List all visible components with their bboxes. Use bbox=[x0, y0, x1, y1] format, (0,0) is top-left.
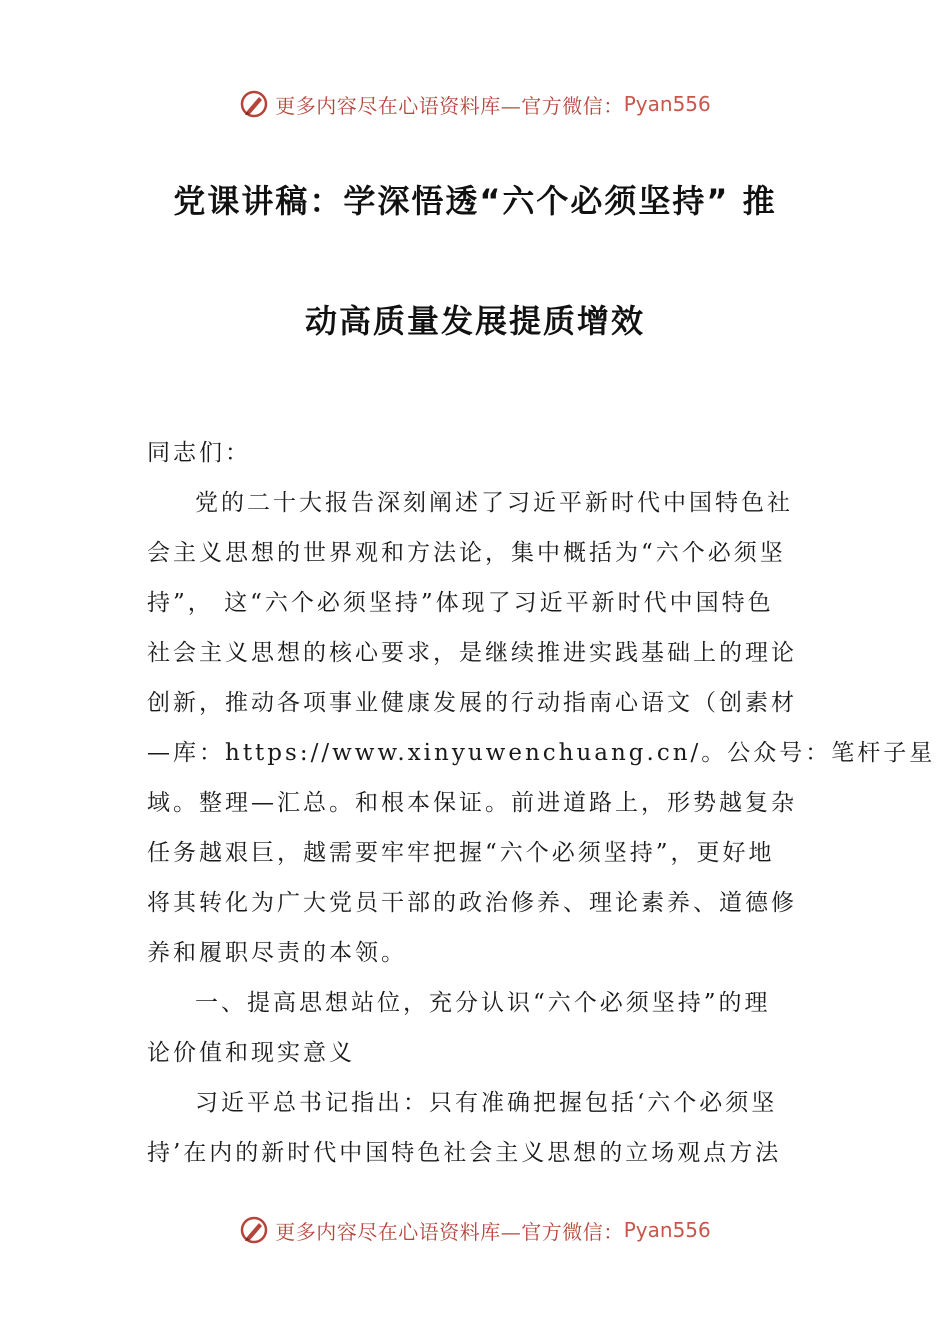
body-line: 党的二十大报告深刻阐述了习近平新时代中国特色社 bbox=[195, 490, 793, 516]
section-heading-line: 一、提高思想站位，充分认识“六个必须坚持”的理 bbox=[195, 990, 771, 1016]
body-line: 将其转化为广大党员干部的政治修养、理论素养、道德修 bbox=[147, 890, 797, 916]
footer-banner-wechat-id: Pyan556 bbox=[623, 1218, 711, 1242]
document-title-line-1: 党课讲稿：学深悟透“六个必须坚持” 推 bbox=[173, 182, 777, 220]
body-line: 创新，推动各项事业健康发展的行动指南心语文（创素材 bbox=[147, 690, 797, 716]
body-line: 域。整理—汇总。和根本保证。前进道路上，形势越复杂 bbox=[147, 790, 797, 816]
header-banner-wechat-id: Pyan556 bbox=[623, 92, 711, 116]
body-line: 习近平总书记指出：只有准确把握包括‘六个必须坚 bbox=[195, 1090, 778, 1116]
body-line: 会主义思想的世界观和方法论，集中概括为“六个必须坚 bbox=[147, 540, 786, 566]
body-line: 社会主义思想的核心要求，是继续推进实践基础上的理论 bbox=[147, 640, 797, 666]
body-line: —库：https://www.xinyuwenchuang.cn/。公众号：笔杆子星 bbox=[147, 740, 936, 766]
document-title-line-2: 动高质量发展提质增效 bbox=[304, 302, 645, 340]
pen-logo-icon bbox=[239, 1215, 269, 1245]
salutation: 同志们： bbox=[147, 440, 251, 466]
pen-logo-icon bbox=[239, 89, 269, 119]
document-body bbox=[147, 428, 936, 1178]
footer-watermark-banner bbox=[0, 1210, 950, 1250]
header-banner-text: 更多内容尽在心语资料库—官方微信： bbox=[275, 93, 624, 118]
body-line: 任务越艰巨，越需要牢牢把握“六个必须坚持”，更好地 bbox=[147, 840, 775, 866]
body-line: 养和履职尽责的本领。 bbox=[147, 940, 407, 966]
section-heading-line: 论价值和现实意义 bbox=[147, 1040, 355, 1066]
footer-banner-text: 更多内容尽在心语资料库—官方微信： bbox=[275, 1219, 624, 1244]
body-line: 持’在内的新时代中国特色社会主义思想的立场观点方法 bbox=[147, 1140, 782, 1166]
body-line: 持”， 这“六个必须坚持”体现了习近平新时代中国特色 bbox=[147, 590, 774, 616]
header-watermark-banner bbox=[0, 84, 950, 124]
